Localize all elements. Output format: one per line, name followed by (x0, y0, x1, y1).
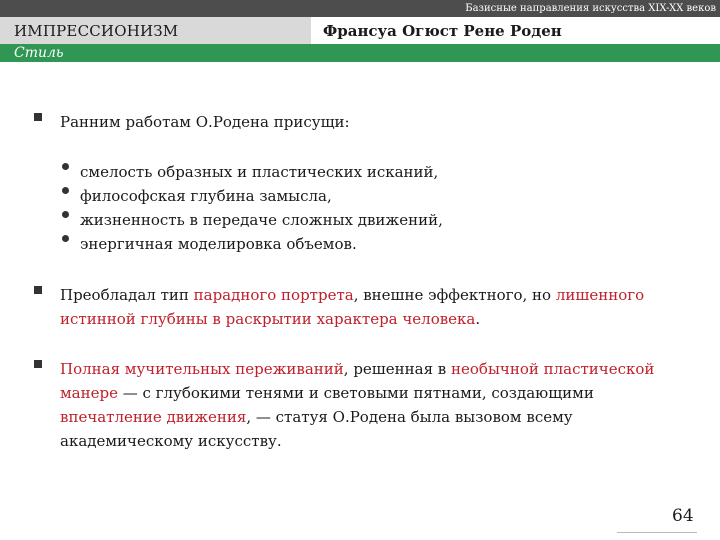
block3-highlight: необычной пластической (451, 360, 655, 378)
block2-highlight: парадного портрета (193, 286, 354, 304)
block2-text: Преобладал тип (60, 286, 194, 304)
block2-paragraph (60, 283, 710, 331)
block2-highlight: истинной глубины в раскрытии характера человека (60, 310, 476, 328)
footer-divider (617, 532, 697, 533)
block3-text: академическому искусству. (60, 432, 282, 450)
block3-paragraph (60, 357, 710, 453)
block3-highlight: манере (60, 384, 118, 402)
top-caption: Базисные направления искусства XIX-XX веков (465, 3, 716, 14)
block3-highlight: впечатление движения (60, 408, 247, 426)
round-bullet-icon (62, 187, 69, 194)
square-bullet-icon (34, 286, 42, 294)
section-title: ИМПРЕССИОНИЗМ (0, 17, 311, 44)
subsection-label: Стиль (14, 45, 64, 61)
block3-text: — с глубокими тенями и световыми пятнами, создающими (117, 384, 594, 402)
block1-item: жизненность в передаче сложных движений, (80, 211, 443, 229)
block1-intro-text: Ранним работам О.Родена присущи (60, 113, 345, 131)
block1-item: философская глубина замысла, (80, 187, 332, 205)
block3-text: , решенная в (343, 360, 452, 378)
block1-item: энергичная моделировка объемов. (80, 235, 357, 253)
round-bullet-icon (62, 235, 69, 242)
block3-highlight: Полная мучительных переживаний (60, 360, 344, 378)
block1-item: смелость образных и пластических исканий, (80, 163, 439, 181)
square-bullet-icon (34, 360, 42, 368)
block1-intro-colon: : (344, 113, 350, 131)
block2-text: . (475, 310, 481, 328)
round-bullet-icon (62, 163, 69, 170)
block1-intro (60, 110, 710, 134)
block2-text: , внешне эффектного, но (353, 286, 556, 304)
slide-title: Франсуа Огюст Рене Роден (311, 17, 720, 44)
square-bullet-icon (34, 113, 42, 121)
page-number: 64 (672, 506, 694, 526)
block3-text: , — статуя О.Родена была вызовом всему (246, 408, 573, 426)
round-bullet-icon (62, 211, 69, 218)
block2-highlight: лишенного (555, 286, 645, 304)
